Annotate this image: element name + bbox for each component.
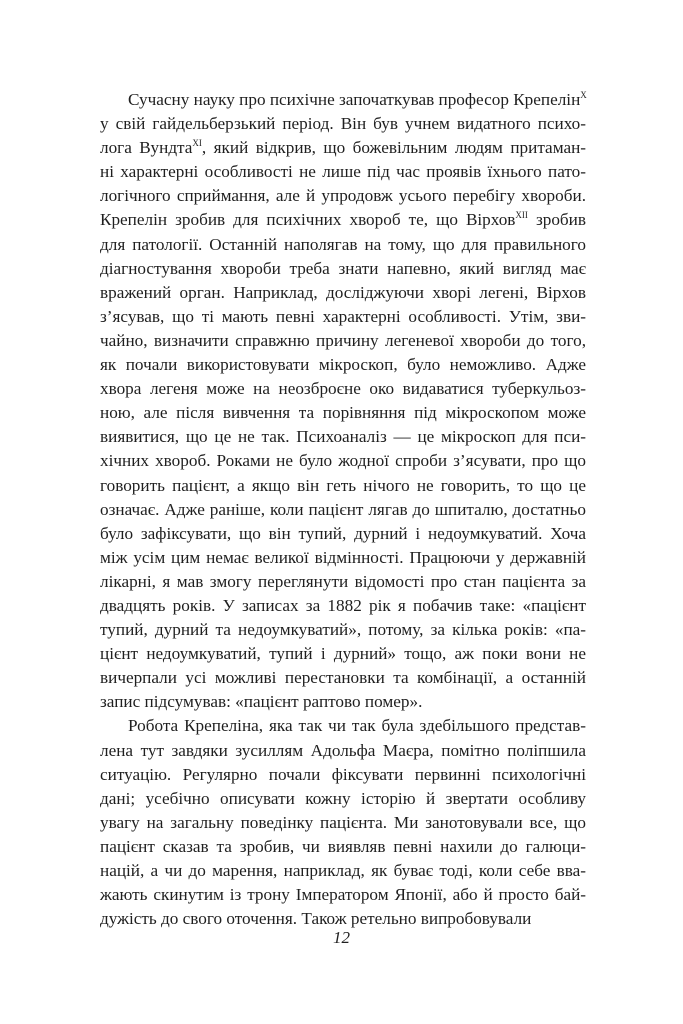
text-run: лена тут завдяки зусиллям Адольфа Маєра, помітно поліпшила [100,740,586,760]
text-run: логічного сприймання, але й упродовж усього перебігу хвороби. [100,186,586,206]
text-line [100,859,586,883]
text-line [100,522,586,546]
text-run: означає. Адже раніше, коли пацієнт лягав до шпиталю, достатньо [100,499,586,519]
text-line [100,208,586,232]
text-line [100,666,586,690]
text-line [100,88,586,112]
text-line [100,112,586,136]
text-line [100,401,586,425]
text-run: хічних хвороб. Роками не було жодної спроби з’ясувати, про що [100,451,586,471]
footnote-marker[interactable]: X [580,90,587,100]
text-line [100,257,586,281]
paragraph [100,88,586,714]
text-line [100,618,586,642]
text-run: Крепелін зробив для психічних хвороб те, що Вірхов [100,210,516,230]
text-run: цієнт недоумкуватий, тупий і дурний» тощо, аж поки вони не [100,644,586,664]
text-line [100,835,586,859]
text-run: лога Вундта [100,138,193,158]
text-line [100,498,586,522]
text-run: тупий, дурний та недоумкуватий», потому, за кілька років: «па- [100,620,586,640]
text-line [100,377,586,401]
text-run: з’ясував, що ті мають певні характерні особливості. Утім, зви- [100,306,586,326]
text-run: було зафіксувати, що він тупий, дурний і недоумкуватий. Хоча [100,523,586,543]
text-line [100,184,586,208]
text-run: дані; усебічно описувати кожну історію й звертати особливу [100,788,586,808]
text-run: увагу на загальну поведінку пацієнта. Ми занотовували все, що [100,812,586,832]
text-run: ситуацію. Регулярно почали фіксувати первинні психологічні [100,764,586,784]
text-run: ні характерні особливості не лише під час проявів їхнього пато- [100,162,586,182]
text-line [100,305,586,329]
text-run: запис підсумував: «пацієнт раптово помер». [100,692,423,712]
text-run: чайно, визначити справжню причину легеневої хвороби до того, [100,330,586,350]
text-line [100,714,586,738]
page-number: 12 [333,928,350,947]
text-line [100,353,586,377]
paragraph [100,714,586,931]
text-run: говорить пацієнт, а якщо він геть нічого не говорить, то що це [100,475,586,495]
text-run: двадцять років. У записах за 1882 рік я побачив таке: «пацієнт [100,595,586,615]
text-run: лікарні, я мав змогу переглянути відомості про стан пацієнта за [100,571,586,591]
text-line [100,787,586,811]
text-run: пацієнт сказав та зробив, чи виявляв певні нахили до галюци- [100,836,586,856]
text-run: дужість до свого оточення. Також ретельно випробовували [100,909,532,929]
text-run: у свій гайдельберзький період. Він був учнем видатного психо- [100,114,586,134]
text-line [100,883,586,907]
text-line [100,281,586,305]
footnote-marker[interactable]: XI [192,138,202,149]
text-line [100,160,586,184]
text-line [100,642,586,666]
text-run: виявитися, що це не так. Психоаналіз — це мікроскоп для пси- [100,427,586,447]
text-line [100,474,586,498]
body-text [100,88,586,931]
text-run: Робота Крепеліна, яка так чи так була здебільшого представ- [128,716,586,736]
text-run: між усім цим немає великої відмінності. Працюючи у державній [100,547,586,567]
text-run: для патології. Останній наполягав на тому, що для правильного [100,234,586,254]
text-run: хвора легеня може на неозброєне око видаватися туберкульоз- [100,379,586,399]
text-run: , який відкрив, що божевільним людям притаман- [201,138,586,158]
text-run: діагностування хвороби треба знати напевно, який вигляд має [100,258,586,278]
text-line [100,594,586,618]
text-line [100,546,586,570]
text-line [100,763,586,787]
text-line [100,136,586,160]
text-line [100,425,586,449]
text-line [100,449,586,473]
text-line [100,811,586,835]
text-line [100,570,586,594]
text-run: Сучасну науку про психічне започаткував професор Крепелін [128,90,581,109]
text-run: ною, але після вивчення та порівняння під мікроскопом може [100,403,586,423]
text-run: жають скинутим із трону Імператором Японії, або й просто бай- [100,885,586,905]
text-line [100,233,586,257]
text-line [100,329,586,353]
text-run: вражений орган. Наприклад, досліджуючи хворі легені, Вірхов [100,282,586,302]
footnote-marker[interactable]: XII [515,210,528,221]
text-run: як почали використовувати мікроскоп, було неможливо. Адже [100,355,586,375]
text-run: вичерпали усі можливі перестановки та комбінації, а останній [100,668,586,688]
text-line [100,690,586,714]
text-run: зробив [527,210,586,230]
text-line [100,739,586,763]
text-run: націй, а чи до марення, наприклад, як буває тоді, коли себе вва- [100,861,586,880]
